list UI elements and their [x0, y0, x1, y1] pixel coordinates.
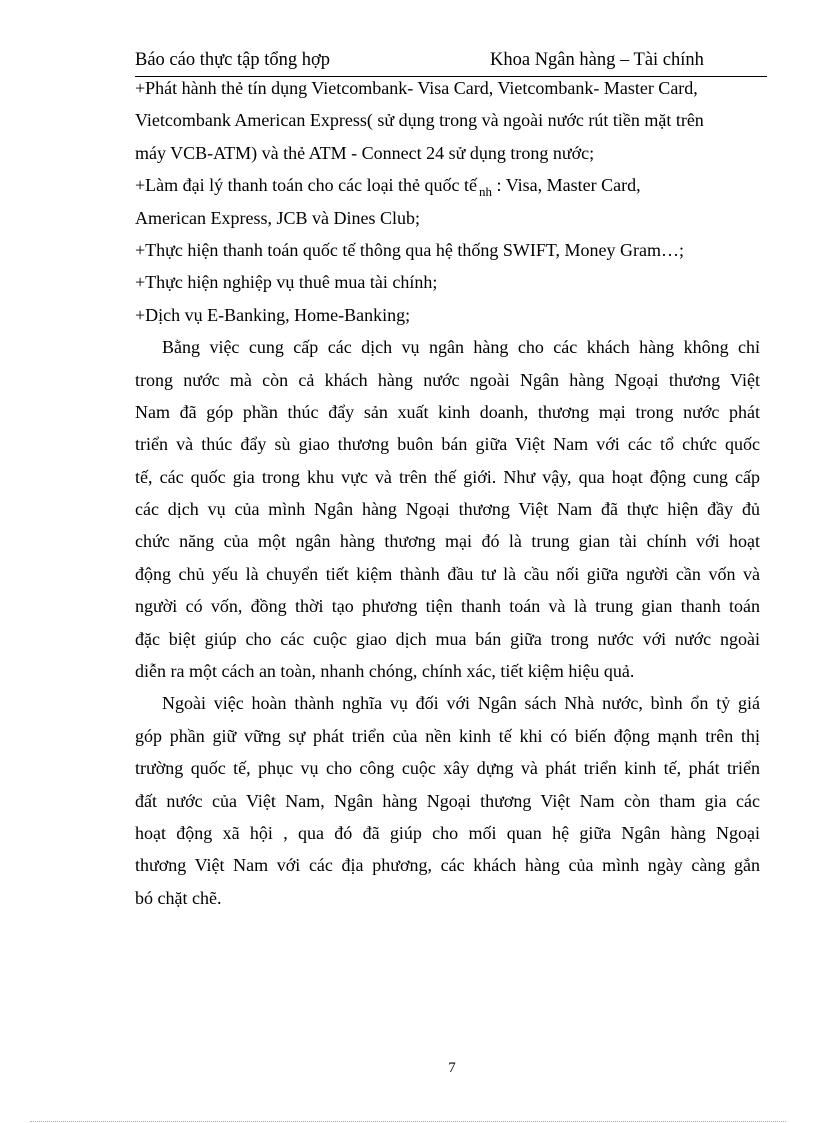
text-line: tế, các quốc gia trong khu vực và trên thế giới. Như vậy, qua hoạt động cung cấp — [135, 466, 760, 487]
text-line: trong nước mà còn cả khách hàng nước ngoài Ngân hàng Ngoại thương Việt — [135, 369, 760, 390]
subscript-fragment: nh — [479, 184, 493, 200]
text-line: thương Việt Nam với các địa phương, các khách hàng của mình ngày càng gắn — [135, 855, 760, 876]
text-line: hoạt động xã hội , qua đó đã giúp cho mối quan hệ giữa Ngân hàng Ngoại — [135, 822, 760, 843]
text-line: trường quốc tế, phục vụ cho công cuộc xây dựng và phát triển kinh tế, phát triển — [135, 758, 760, 779]
text-line: diễn ra một cách an toàn, nhanh chóng, chính xác, tiết kiệm hiệu quả. — [135, 661, 635, 682]
text-line: Nam đã góp phần thúc đẩy sản xuất kinh doanh, thương mại trong nước phát — [135, 401, 760, 422]
text-line: +Dịch vụ E-Banking, Home-Banking; — [135, 304, 411, 325]
page-divider — [30, 1121, 786, 1122]
text-line: đất nước của Việt Nam, Ngân hàng Ngoại thương Việt Nam còn tham gia các — [135, 790, 760, 811]
text-line: góp phần giữ vững sự phát triển của nền kinh tế khi có biến động mạnh trên thị — [135, 725, 760, 746]
text-fragment: +Làm đại lý thanh toán cho các loại thẻ quốc tế — [135, 175, 478, 196]
text-line: các dịch vụ của mình Ngân hàng Ngoại thương Việt Nam đã thực hiện đầy đủ — [135, 499, 760, 520]
text-line — [135, 169, 760, 201]
text-line: +Thực hiện thanh toán quốc tế thông qua hệ thống SWIFT, Money Gram…; — [135, 239, 684, 260]
text-line: American Express, JCB và Dines Club; — [135, 207, 420, 228]
header-faculty: Khoa Ngân hàng – Tài chính — [490, 50, 704, 70]
text-line: đặc biệt giúp cho các cuộc giao dịch mua bán giữa trong nước với nước ngoài — [135, 628, 760, 649]
text-line: +Thực hiện nghiệp vụ thuê mua tài chính; — [135, 272, 438, 293]
page-number: 7 — [448, 1060, 456, 1076]
text-line: máy VCB-ATM) và thẻ ATM - Connect 24 sử dụng trong nước; — [135, 142, 595, 163]
header-report-title: Báo cáo thực tập tổng hợp — [135, 50, 330, 70]
text-line: bó chặt chẽ. — [135, 887, 222, 908]
text-line: chức năng của một ngân hàng thương mại đó là trung gian tài chính với hoạt — [135, 531, 760, 552]
text-line: +Phát hành thẻ tín dụng Vietcombank- Visa Card, Vietcombank- Master Card, — [135, 78, 698, 98]
text-fragment: : Visa, Master Card, — [492, 175, 641, 196]
text-line: triển và thúc đẩy sù giao thương buôn bán giữa Việt Nam với các tổ chức quốc — [135, 434, 760, 455]
text-line: Vietcombank American Express( sử dụng trong và ngoài nước rút tiền mặt trên — [135, 110, 704, 131]
text-line: động chủ yếu là chuyển tiết kiệm thành đầu tư là cầu nối giữa người cần vốn và — [135, 563, 760, 584]
text-line: người có vốn, đồng thời tạo phương tiện thanh toán và là trung gian thanh toán — [135, 596, 760, 617]
text-line: Bằng việc cung cấp các dịch vụ ngân hàng cho các khách hàng không chỉ — [162, 337, 760, 358]
text-line: Ngoài việc hoàn thành nghĩa vụ đối với Ngân sách Nhà nước, bình ổn tỷ giá — [162, 693, 760, 714]
body-text — [135, 72, 760, 914]
